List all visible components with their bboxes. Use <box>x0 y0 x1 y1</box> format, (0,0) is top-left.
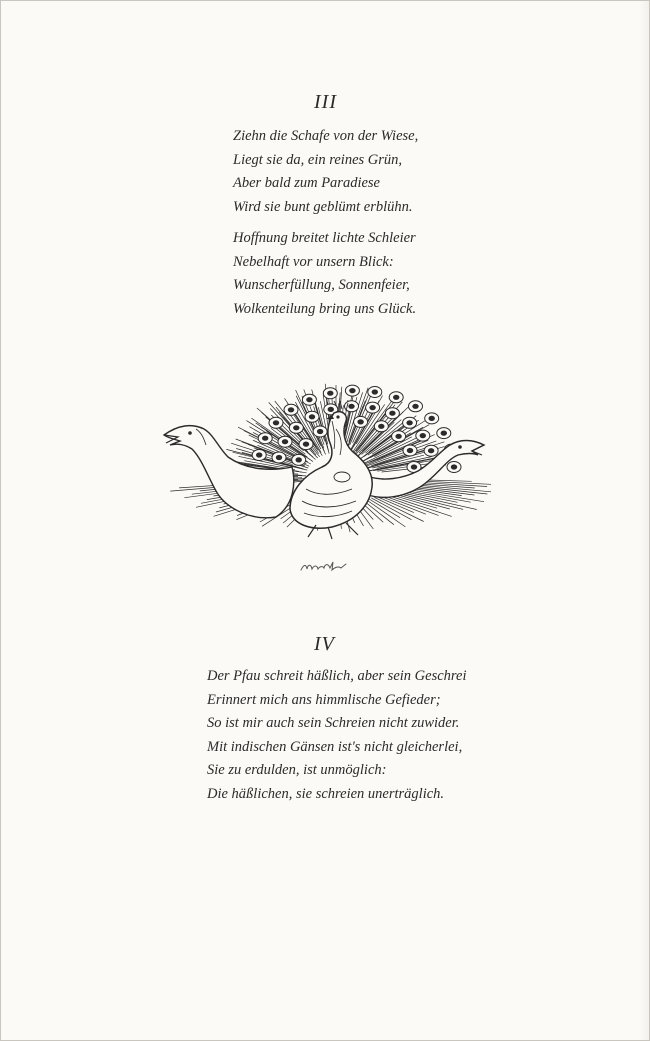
feather-eye <box>313 426 327 437</box>
feather-eye <box>447 462 461 473</box>
poem-line: Die häßlichen, sie schreien unerträglich. <box>207 785 445 802</box>
feather-eye <box>354 416 368 427</box>
feather-eye <box>424 445 438 456</box>
feather-eye <box>258 433 272 444</box>
peacock-geese-illustration <box>156 359 491 544</box>
poem-iii <box>233 125 418 321</box>
poem-line: Mit indischen Gänsen ist's nicht gleicherlei, <box>207 738 463 755</box>
poem-iii-stanza-1 <box>233 125 418 219</box>
left-goose <box>164 426 294 518</box>
feather-eye <box>409 401 423 412</box>
feather-eye <box>278 436 292 447</box>
feather-eye <box>437 428 451 439</box>
feather-eye <box>289 422 303 433</box>
poem-iv <box>207 665 466 806</box>
poem-line: Sie zu erdulden, ist unmöglich: <box>207 762 387 778</box>
poem-line: Ziehn die Schafe von der Wiese, <box>233 128 419 144</box>
feather-eye <box>302 394 316 405</box>
feather-eye <box>368 387 382 398</box>
feather-eye <box>269 417 283 428</box>
feather-eye <box>385 408 399 419</box>
feather-eye <box>252 450 266 461</box>
poem-line: Liegt sie da, ein reines Grün, <box>233 151 403 168</box>
poem-line: Hoffnung breitet lichte Schleier <box>233 230 416 246</box>
feather-eye <box>392 431 406 442</box>
page-edge-shade <box>639 1 649 1040</box>
feather-eye <box>374 421 388 432</box>
feather-eye <box>292 454 306 465</box>
poem-iii-stanza-2 <box>233 227 418 321</box>
poem-line: Der Pfau schreit häßlich, aber sein Geschrei <box>207 668 467 684</box>
artist-signature-mark <box>299 556 349 576</box>
poem-line: Aber bald zum Paradiese <box>233 175 380 191</box>
section-iv-numeral: IV <box>314 633 335 655</box>
feather-eye <box>272 452 286 463</box>
poem-line: So ist mir auch sein Schreien nicht zuwider. <box>207 715 460 731</box>
feather-ray <box>385 495 452 517</box>
poem-line: Wird sie bunt geblümt erblühn. <box>233 198 413 215</box>
feather-eye <box>425 413 439 424</box>
feather-eye <box>416 430 430 441</box>
feather-eye <box>345 385 359 396</box>
feather-eye <box>366 402 380 413</box>
feather-eye <box>323 388 337 399</box>
poem-line: Erinnert mich ans himmlische Gefieder; <box>207 691 441 708</box>
feather-eye <box>305 411 319 422</box>
poem-line: Nebelhaft vor unsern Blick: <box>233 253 394 270</box>
poem-iv-stanza <box>207 665 466 806</box>
poem-line: Wolkenteilung bring uns Glück. <box>233 300 417 317</box>
poem-line: Wunscherfüllung, Sonnenfeier, <box>233 277 410 293</box>
section-iii-numeral: III <box>314 91 337 113</box>
feather-eye <box>389 392 403 403</box>
feather-eye <box>403 417 417 428</box>
feather-eye <box>284 404 298 415</box>
feather-eye <box>403 445 417 456</box>
feather-eye <box>299 439 313 450</box>
